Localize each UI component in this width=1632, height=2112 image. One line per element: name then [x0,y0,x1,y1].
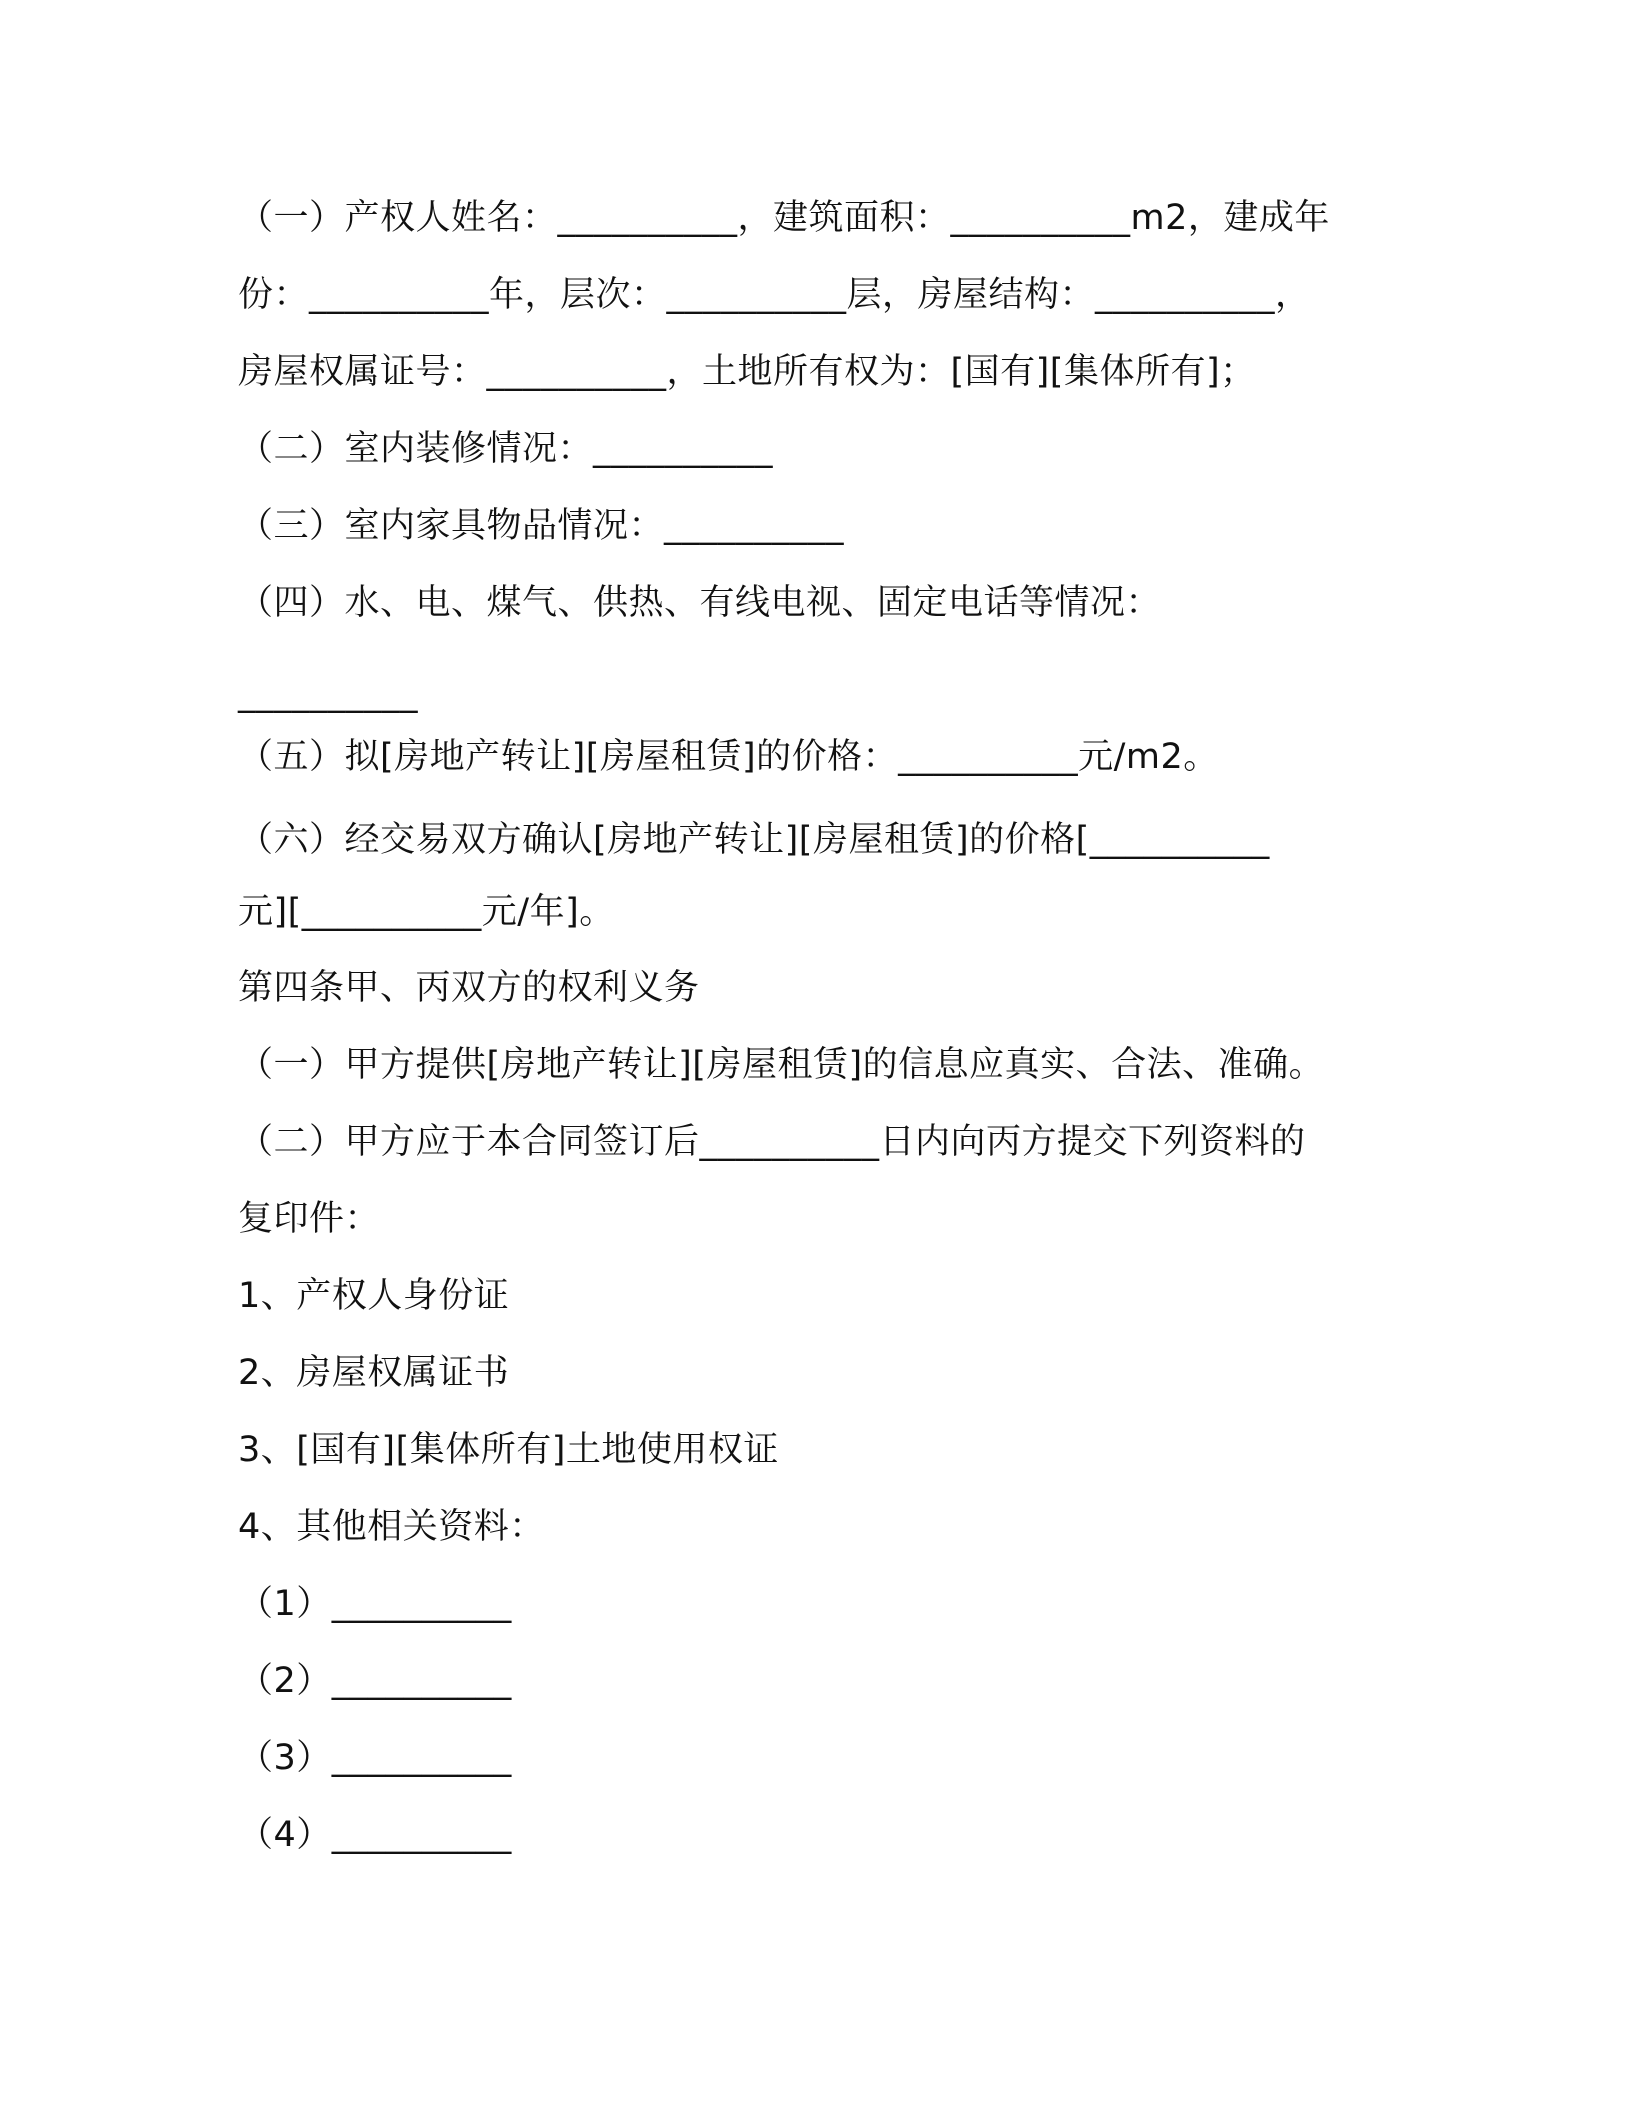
list-item-land-use-certificate: 3、[国有][集体所有]土地使用权证 [238,1430,779,1470]
section-heading-article-4: 第四条甲、丙双方的权利义务 [238,968,700,1008]
clause-decoration: （二）室内装修情况：__________ [238,429,774,469]
clause-furniture: （三）室内家具物品情况：__________ [238,506,845,546]
sub-item-3: （3）__________ [238,1738,512,1778]
list-item-ownership-certificate: 2、房屋权属证书 [238,1353,510,1393]
sub-item-4: （4）__________ [238,1815,512,1855]
list-item-id-card: 1、产权人身份证 [238,1276,510,1316]
clause-submit-documents: （二）甲方应于本合同签订后__________日内向丙方提交下列资料的 [238,1122,1306,1162]
clause-proposed-price: （五）拟[房地产转让][房屋租赁]的价格：__________元/m2。 [238,737,1219,777]
clause-build-year-line: 份：__________年，层次：__________层，房屋结构：__________， [238,275,1311,315]
clause-certificate-line: 房屋权属证号：__________，土地所有权为：[国有][集体所有]； [238,352,1256,392]
sub-item-2: （2）__________ [238,1661,512,1701]
clause-utilities-blank: __________ [238,674,418,714]
clause-property-owner-line: （一）产权人姓名：__________，建筑面积：__________m2，建成年 [238,198,1330,238]
sub-item-1: （1）__________ [238,1584,512,1624]
list-item-other-documents: 4、其他相关资料： [238,1507,545,1547]
clause-utilities: （四）水、电、煤气、供热、有线电视、固定电话等情况： [238,583,1162,623]
clause-confirmed-price-cont: 元][__________元/年]。 [238,892,615,932]
clause-submit-documents-cont: 复印件： [238,1199,381,1239]
clause-confirmed-price: （六）经交易双方确认[房地产转让][房屋租赁]的价格[__________ [238,820,1270,860]
clause-info-accuracy: （一）甲方提供[房地产转让][房屋租赁]的信息应真实、合法、准确。 [238,1045,1325,1085]
